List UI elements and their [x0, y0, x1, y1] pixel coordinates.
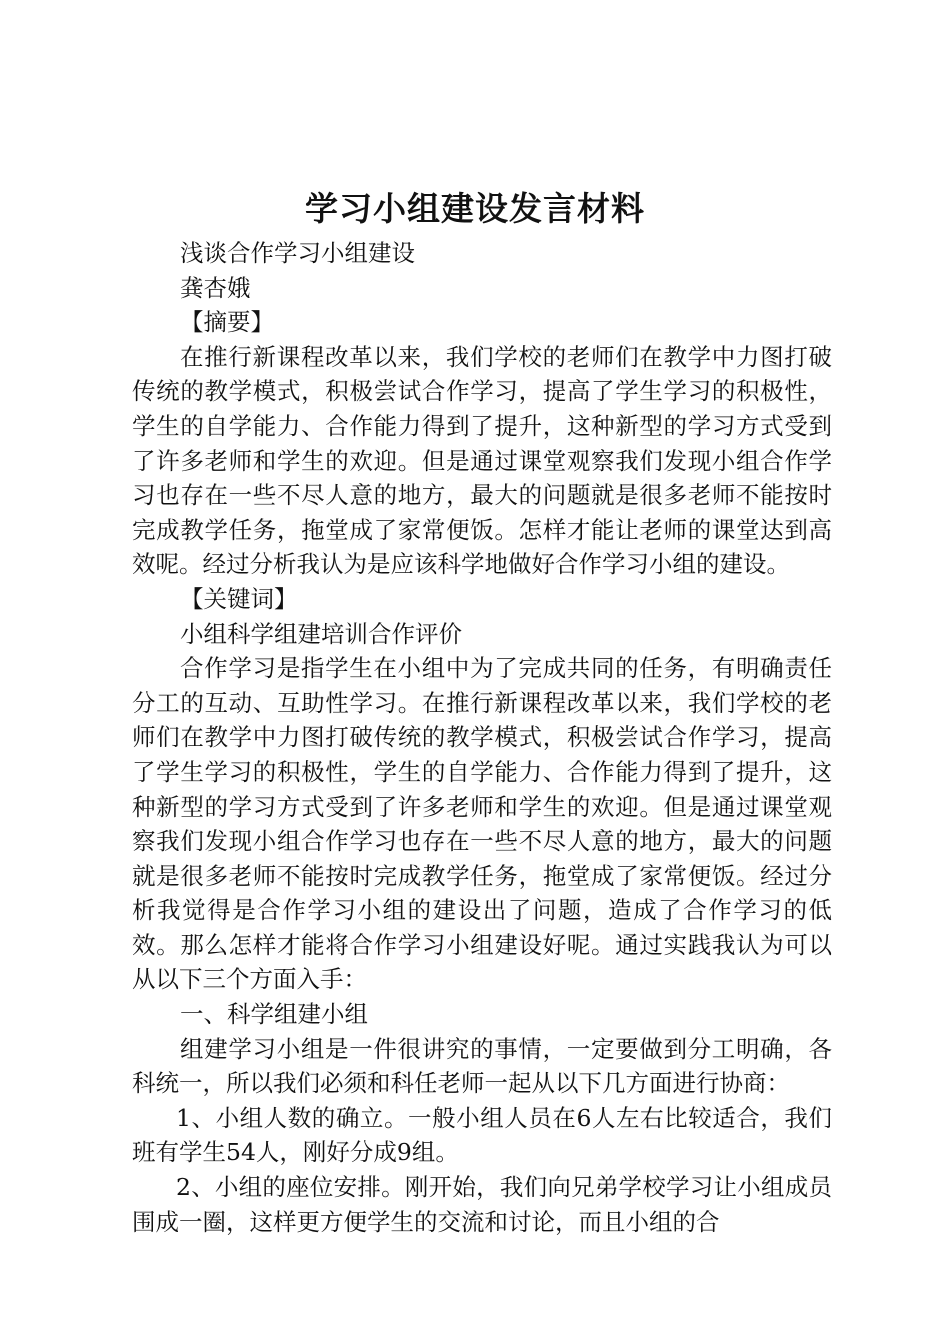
document-body — [132, 236, 832, 1239]
keywords-heading: 【关键词】 — [180, 584, 298, 613]
list-item-1: 1、小组人数的确立。一般小组人员在6人左右比较适合，我们班有学生54人，刚好分成9组。 — [132, 1103, 832, 1167]
intro-paragraph: 合作学习是指学生在小组中为了完成共同的任务，有明确责任分工的互动、互助性学习。在推行新课程改革以来，我们学校的老师们在教学中力图打破传统的教学模式，积极尝试合作学习，提高了学生学习的积极性，学生的自学能力、合作能力得到了提升，这种新型的学习方式受到了许多老师和学生的欢迎。但是通过课堂观察我们发现小组合作学习也存在一些不尽人意的地方，最大的问题就是很多老师不能按时完成教学任务，拖堂成了家常便饭。经过分析我觉得是合作学习小组的建设出了问题，造成了合作学习的低效。那么怎样才能将合作学习小组建设好呢。通过实践我认为可以从以下三个方面入手： — [132, 654, 832, 994]
author: 龚杏娥 — [180, 273, 251, 302]
subtitle: 浅谈合作学习小组建设 — [180, 239, 415, 267]
section-heading-1: 一、科学组建小组 — [180, 1000, 368, 1029]
keywords: 小组科学组建培训合作评价 — [180, 619, 462, 648]
abstract-paragraph: 在推行新课程改革以来，我们学校的老师们在教学中力图打破传统的教学模式，积极尝试合作学习，提高了学生学习的积极性，学生的自学能力、合作能力得到了提升，这种新型的学习方式受到了许多老师和学生的欢迎。但是通过课堂观察我们发现小组合作学习也存在一些不尽人意的地方，最大的问题就是很多老师不能按时完成教学任务，拖堂成了家常便饭。怎样才能让老师的课堂达到高效呢。经过分析我认为是应该科学地做好合作学习小组的建设。 — [132, 342, 832, 579]
abstract-heading: 【摘要】 — [180, 308, 274, 337]
body-paragraph: 组建学习小组是一件很讲究的事情，一定要做到分工明确，各科统一，所以我们必须和科任老师一起从以下几方面进行协商： — [132, 1034, 832, 1098]
list-item-2: 2、小组的座位安排。刚开始，我们向兄弟学校学习让小组成员围成一圈，这样更方便学生的交流和讨论，而且小组的合 — [132, 1173, 832, 1236]
document-title: 学习小组建设发言材料 — [305, 189, 645, 228]
